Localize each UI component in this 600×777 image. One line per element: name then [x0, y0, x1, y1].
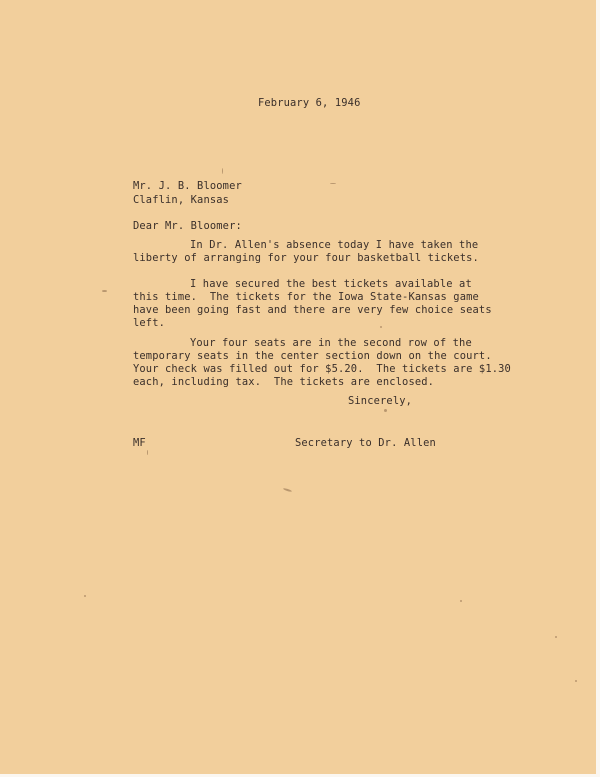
paragraph-2-line-2: this time. The tickets for the Iowa State-Kansas game: [133, 291, 479, 303]
paper-speck: [283, 488, 292, 493]
paragraph-2-line-3: have been going fast and there are very few choice seats: [133, 304, 492, 316]
paper-speck: [147, 450, 148, 455]
paper-speck: [380, 326, 382, 328]
recipient-city: Claflin, Kansas: [133, 194, 230, 206]
typist-initials: MF: [133, 437, 146, 449]
paragraph-2-line-4: left.: [133, 317, 166, 329]
paragraph-1-line-1: In Dr. Allen's absence today I have taken the: [190, 239, 479, 251]
paragraph-3-line-3: Your check was filled out for $5.20. The tickets are $1.30: [133, 363, 511, 375]
paper-speck: [222, 168, 223, 174]
paragraph-3-line-2: temporary seats in the center section down on the court.: [133, 350, 492, 362]
paragraph-1-line-2: liberty of arranging for your four basketball tickets.: [133, 252, 479, 264]
paper-speck: [84, 595, 86, 597]
paragraph-3-line-4: each, including tax. The tickets are enclosed.: [133, 376, 435, 388]
paper-speck: [555, 636, 557, 638]
recipient-name: Mr. J. B. Bloomer: [133, 180, 242, 192]
paper-speck: [384, 409, 387, 412]
salutation: Dear Mr. Bloomer:: [133, 220, 242, 232]
closing: Sincerely,: [348, 395, 413, 407]
paper-speck: [102, 290, 107, 292]
paragraph-2-line-1: I have secured the best tickets available at: [190, 278, 472, 290]
paper-speck: [460, 600, 462, 602]
paper-speck: [330, 183, 336, 184]
signature-title: Secretary to Dr. Allen: [295, 437, 436, 449]
letter-date: February 6, 1946: [258, 97, 361, 109]
paragraph-3-line-1: Your four seats are in the second row of the: [190, 337, 472, 349]
paper-speck: [575, 680, 577, 682]
